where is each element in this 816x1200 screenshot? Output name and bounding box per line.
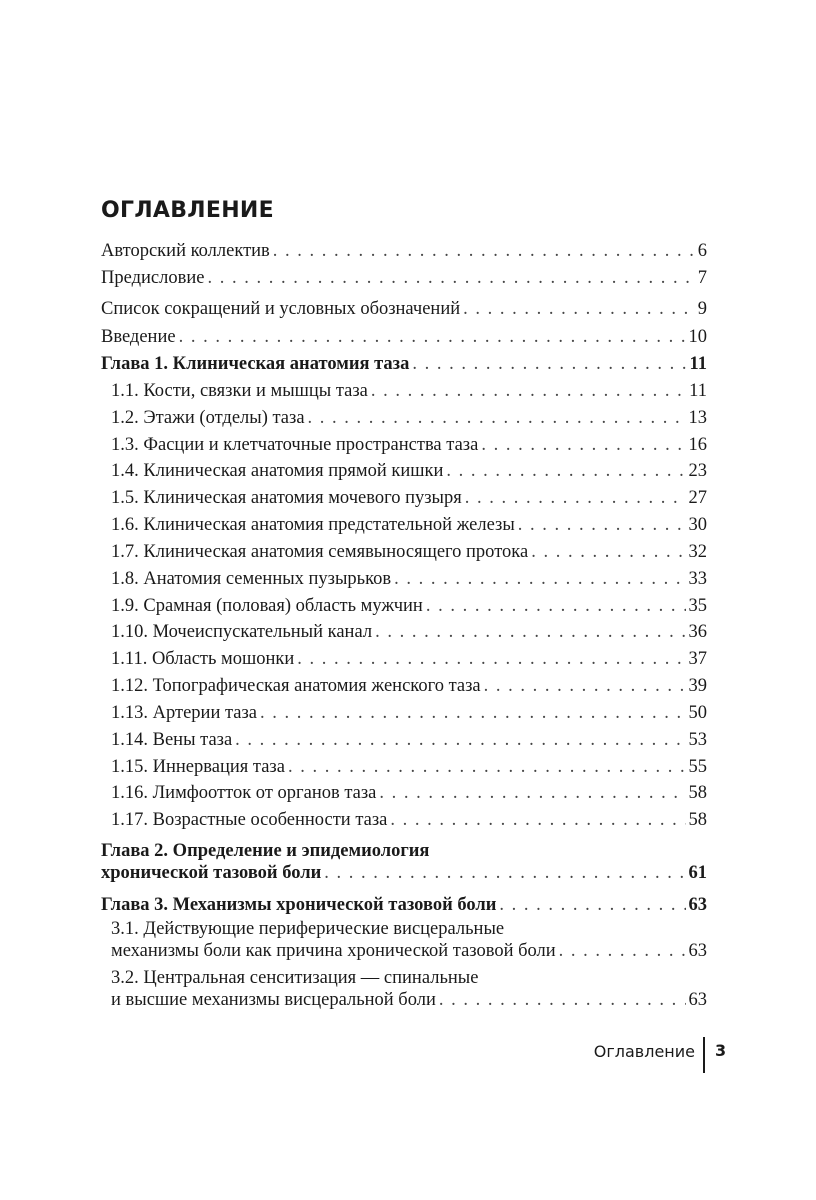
toc-entry-label: Введение	[101, 327, 176, 347]
toc-subentry[interactable]	[111, 405, 707, 431]
toc-entry-page: 13	[688, 408, 707, 428]
dot-leader	[394, 566, 685, 592]
toc-entry[interactable]	[101, 296, 707, 322]
dot-leader	[446, 458, 685, 484]
toc-subentry[interactable]	[111, 780, 707, 806]
toc-entry-label: 1.2. Этажи (отделы) таза	[111, 408, 305, 428]
toc-entry-label: и высшие механизмы висцеральной боли	[111, 990, 436, 1010]
toc-entry-page: 23	[688, 461, 707, 481]
toc-entry-label: хронической тазовой боли	[101, 863, 322, 883]
dot-leader	[439, 987, 686, 1013]
toc-entry-page: 6	[697, 241, 707, 261]
toc-entry-page: 16	[688, 435, 707, 455]
toc-entry-page: 58	[688, 810, 707, 830]
page-number: 3	[715, 1041, 727, 1060]
toc-subentry[interactable]	[111, 646, 707, 672]
toc-subentry[interactable]	[111, 378, 707, 404]
toc-entry-label: 1.9. Срамная (половая) область мужчин	[111, 596, 423, 616]
toc-entry-label: 1.14. Вены таза	[111, 730, 233, 750]
toc-chapter[interactable]	[101, 351, 707, 377]
toc-entry-page: 11	[689, 354, 707, 374]
dot-leader	[371, 378, 686, 404]
toc-chapter[interactable]	[101, 892, 707, 918]
toc-entry-label: механизмы боли как причина хронической тазовой боли	[111, 941, 556, 961]
toc-entry-page: 10	[688, 327, 707, 347]
dot-leader	[463, 296, 695, 322]
toc-entry-label: 1.15. Иннервация таза	[111, 757, 285, 777]
toc-entry-label: 1.4. Клиническая анатомия прямой кишки	[111, 461, 444, 481]
toc-chapter[interactable]	[101, 860, 707, 886]
toc-entry-page: 58	[688, 783, 707, 803]
toc-entry-page: 11	[689, 381, 707, 401]
dot-leader	[297, 646, 685, 672]
dot-leader	[390, 807, 685, 833]
dot-leader	[260, 700, 685, 726]
toc-entry-page: 63	[688, 990, 707, 1010]
toc-entry-label: 1.7. Клиническая анатомия семявыносящего протока	[111, 542, 529, 562]
toc-entry-label: 1.13. Артерии таза	[111, 703, 258, 723]
toc-subentry[interactable]	[111, 619, 707, 645]
toc-entry-page: 7	[697, 268, 707, 288]
toc-entry-label: Глава 1. Клиническая анатомия таза	[101, 354, 410, 374]
dot-leader	[481, 432, 685, 458]
toc-subentry[interactable]	[111, 700, 707, 726]
toc-subentry[interactable]	[111, 566, 707, 592]
toc-entry-label: 1.5. Клиническая анатомия мочевого пузыря	[111, 488, 462, 508]
toc-subentry[interactable]	[111, 432, 707, 458]
toc-entry-page: 50	[688, 703, 707, 723]
toc-entry-label: 1.6. Клиническая анатомия предстательной железы	[111, 515, 515, 535]
dot-leader	[484, 673, 686, 699]
toc-subentry[interactable]	[111, 807, 707, 833]
toc-subentry[interactable]	[111, 727, 707, 753]
toc-subentry[interactable]	[111, 987, 707, 1013]
toc-entry-page: 35	[688, 596, 707, 616]
toc-entry[interactable]	[101, 238, 707, 264]
toc-chapter-line1[interactable]: Глава 2. Определение и эпидемиология	[101, 841, 430, 861]
toc-subentry[interactable]	[111, 512, 707, 538]
toc-subentry[interactable]	[111, 673, 707, 699]
dot-leader	[179, 324, 686, 350]
dot-leader	[465, 485, 686, 511]
dot-leader	[324, 860, 685, 886]
dot-leader	[379, 780, 685, 806]
toc-entry-page: 53	[688, 730, 707, 750]
toc-subentry[interactable]	[111, 485, 707, 511]
dot-leader	[531, 539, 685, 565]
toc-subentry[interactable]	[111, 754, 707, 780]
toc-entry-page: 61	[688, 863, 707, 883]
toc-subentry-line1[interactable]: 3.2. Центральная сенситизация — спинальные	[111, 968, 479, 988]
dot-leader	[499, 892, 685, 918]
toc-entry-page: 33	[688, 569, 707, 589]
toc-entry-label: 1.3. Фасции и клетчаточные пространства таза	[111, 435, 479, 455]
dot-leader	[235, 727, 685, 753]
toc-entry[interactable]	[101, 265, 707, 291]
toc-entry-label: 1.17. Возрастные особенности таза	[111, 810, 388, 830]
toc-subentry[interactable]	[111, 593, 707, 619]
dot-leader	[518, 512, 686, 538]
toc-entry-page: 36	[688, 622, 707, 642]
dot-leader	[207, 265, 694, 291]
running-footer-label: Оглавление	[593, 1042, 695, 1061]
toc-entry[interactable]	[101, 324, 707, 350]
toc-entry-label: 1.16. Лимфоотток от органов таза	[111, 783, 377, 803]
toc-entry-label: 1.10. Мочеиспускательный канал	[111, 622, 373, 642]
dot-leader	[308, 405, 686, 431]
toc-entry-page: 30	[688, 515, 707, 535]
toc-entry-label: 1.1. Кости, связки и мышцы таза	[111, 381, 368, 401]
dot-leader	[375, 619, 685, 645]
toc-entry-label: Список сокращений и условных обозначений	[101, 299, 461, 319]
toc-subentry[interactable]	[111, 458, 707, 484]
toc-entry-page: 63	[688, 941, 707, 961]
toc-entry-page: 39	[688, 676, 707, 696]
toc-entry-page: 37	[688, 649, 707, 669]
toc-entry-page: 32	[688, 542, 707, 562]
toc-subentry[interactable]	[111, 539, 707, 565]
dot-leader	[559, 938, 686, 964]
dot-leader	[288, 754, 686, 780]
toc-entry-label: 1.11. Область мошонки	[111, 649, 295, 669]
dot-leader	[412, 351, 686, 377]
toc-entry-page: 63	[688, 895, 707, 915]
toc-entry-label: 1.8. Анатомия семенных пузырьков	[111, 569, 392, 589]
dot-leader	[426, 593, 686, 619]
toc-subentry[interactable]	[111, 938, 707, 964]
page-title: ОГЛАВЛЕНИЕ	[101, 198, 274, 223]
footer-divider	[703, 1037, 705, 1073]
toc-entry-page: 9	[697, 299, 707, 319]
dot-leader	[273, 238, 695, 264]
toc-entry-label: Авторский коллектив	[101, 241, 270, 261]
toc-entry-label: 1.12. Топографическая анатомия женского таза	[111, 676, 481, 696]
toc-entry-page: 27	[688, 488, 707, 508]
toc-entry-page: 55	[688, 757, 707, 777]
toc-entry-label: Глава 3. Механизмы хронической тазовой боли	[101, 895, 497, 915]
toc-subentry-line1[interactable]: 3.1. Действующие периферические висцеральные	[111, 919, 505, 939]
toc-entry-label: Предисловие	[101, 268, 205, 288]
